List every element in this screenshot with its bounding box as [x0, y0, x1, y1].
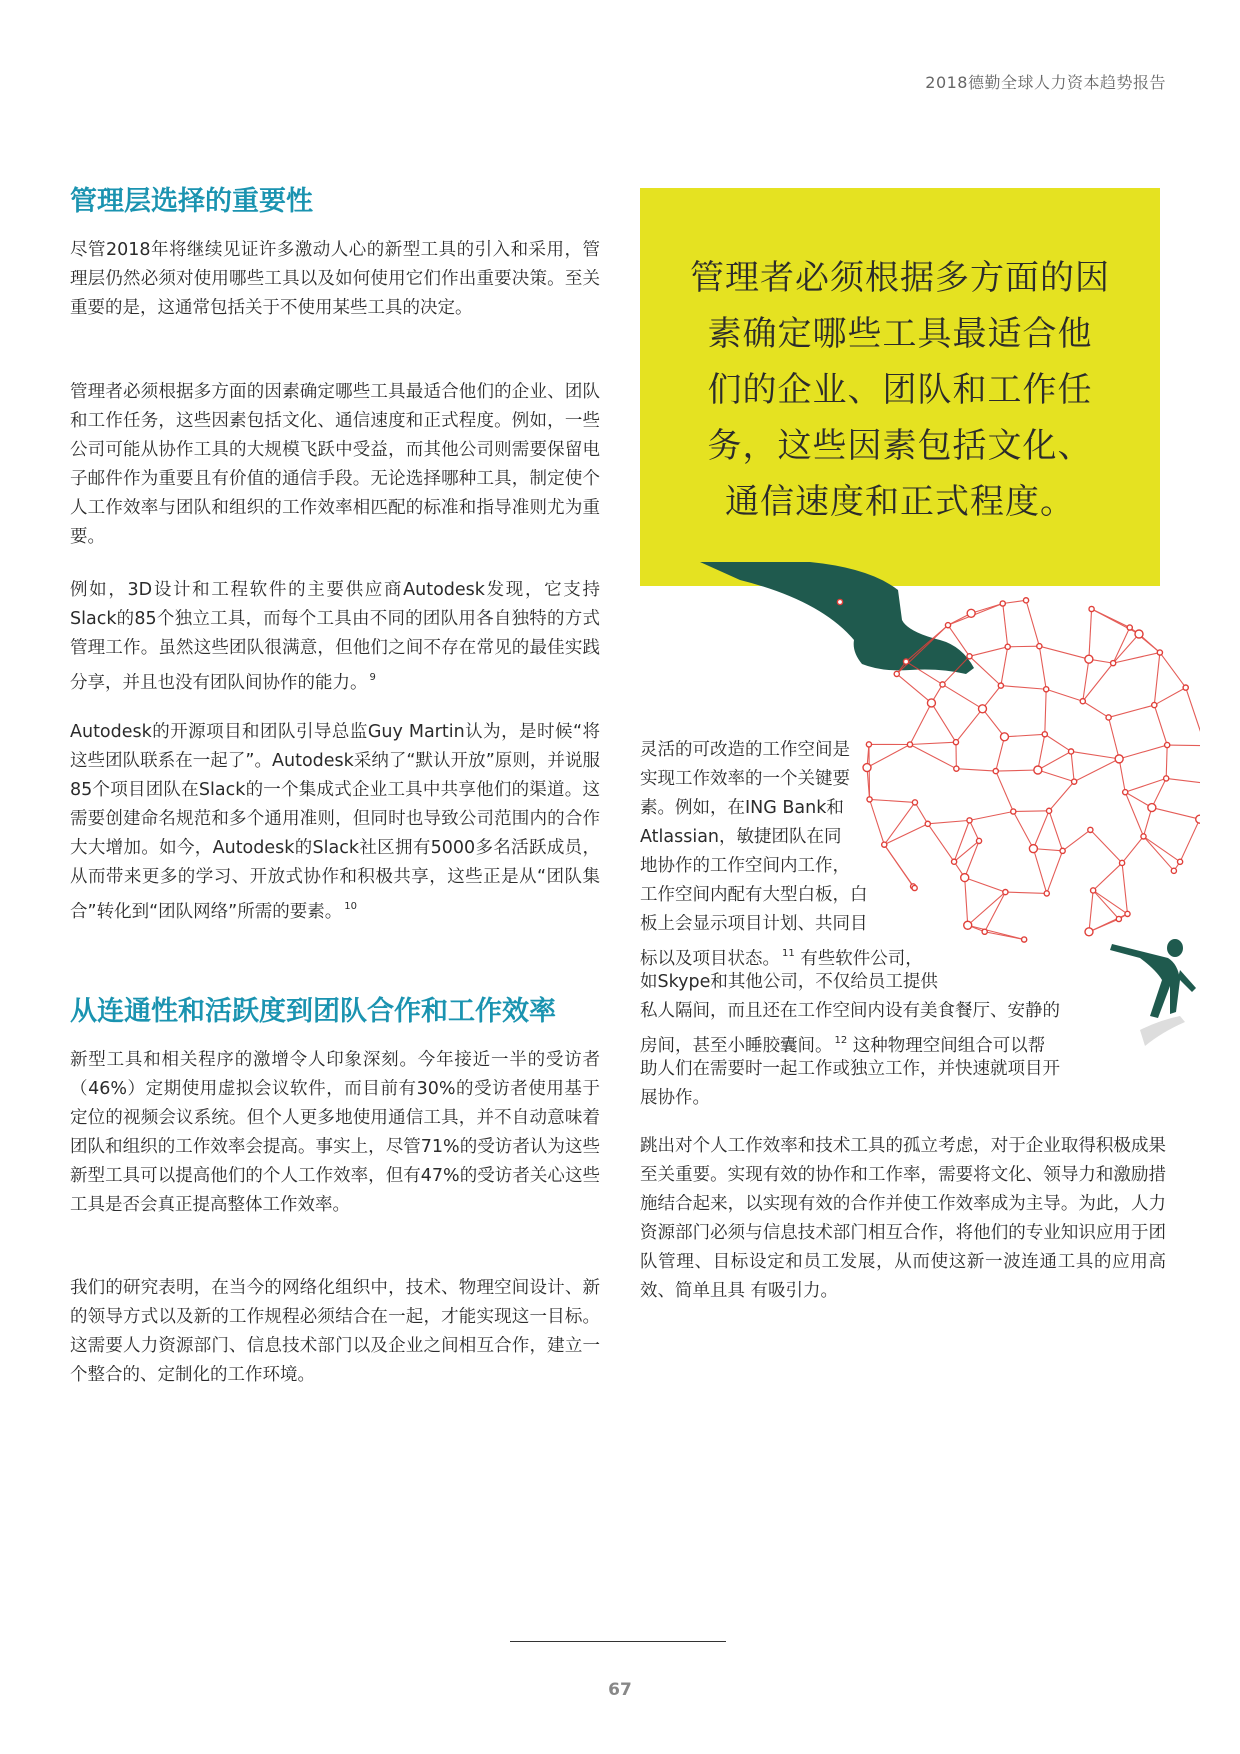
- paragraph: 我们的研究表明，在当今的网络化组织中，技术、物理空间设计、新的领导方式以及新的工作规程必须结合在一起，才能实现这一目标。这需要人力资源部门、信息技术部门以及企业之间相互合作，建立一个整合的、定制化的工作环境。: [70, 1278, 600, 1385]
- pull-quote-line: 管理者必须根据多方面的因: [690, 258, 1110, 298]
- network-link: [1154, 653, 1160, 706]
- wrap-line-text: 有些软件公司，: [794, 949, 923, 969]
- network-node: [1060, 848, 1065, 853]
- network-node: [1171, 868, 1176, 873]
- network-node: [1088, 827, 1093, 832]
- network-node: [1196, 815, 1200, 823]
- network-node: [1091, 888, 1096, 893]
- network-node: [1011, 809, 1016, 814]
- network-node: [998, 683, 1003, 688]
- network-node: [993, 768, 998, 773]
- network-link: [1013, 811, 1049, 812]
- paragraph-text: 例如，3D设计和工程软件的主要供应商Autodesk发现，它支持Slack的85个独立工具，而每个工具由不同的团队用各自独特的方式管理工作。虽然这些团队很满意，但他们之间不存在常见的最佳实践分享，并且也没有团队间协作的能力。: [70, 580, 600, 693]
- network-link: [985, 892, 1006, 932]
- network-link: [1166, 778, 1200, 783]
- network-link: [1046, 689, 1083, 701]
- paragraph: [70, 576, 600, 698]
- paragraph: 新型工具和相关程序的激增令人印象深刻。今年接近一半的受访者（46%）定期使用虚拟会议软件，而目前有30%的受访者使用基于定位的视频会议系统。但个人更多地使用通信工具，并不自动意味着团队和组织的工作效率会提高。事实上，尽管71%的受访者认为这些新型工具可以提高他们的个人工作效率，但有47%的受访者关心这些工具是否会真正提高整体工作效率。: [70, 1050, 600, 1215]
- network-node: [1034, 766, 1042, 774]
- network-node: [903, 659, 908, 664]
- pull-quote-line: 通信速度和正式程度。: [725, 482, 1075, 522]
- network-link: [1093, 890, 1127, 913]
- network-node: [925, 821, 930, 826]
- network-link: [982, 709, 1004, 737]
- wrap-line: Atlassian，敏捷团队在同: [640, 827, 842, 847]
- network-link: [996, 771, 1014, 811]
- network-node: [1164, 776, 1169, 781]
- network-link: [956, 709, 983, 742]
- network-link: [1039, 646, 1046, 689]
- network-link: [1003, 600, 1026, 603]
- network-link: [1090, 830, 1122, 863]
- network-link: [915, 802, 928, 823]
- network-node: [1022, 937, 1027, 942]
- network-link: [1144, 836, 1181, 861]
- wrap-line: 板上会显示项目计划、共同目: [640, 914, 868, 934]
- running-header: 2018德勤全球人力资本趋势报告: [925, 73, 1166, 92]
- network-link: [1089, 609, 1092, 659]
- network-link: [1038, 751, 1071, 770]
- network-link: [1119, 759, 1125, 792]
- wrap-line: 地协作的工作空间内工作，: [640, 856, 850, 876]
- network-link: [884, 824, 928, 845]
- pull-quote-line: 务，这些因素包括文化、: [707, 426, 1093, 466]
- network-node: [1125, 911, 1130, 916]
- network-link: [968, 892, 1006, 925]
- network-node: [1085, 655, 1093, 663]
- network-link: [1038, 734, 1045, 770]
- network-link: [1003, 603, 1008, 646]
- network-link: [970, 820, 980, 841]
- network-node: [1044, 891, 1049, 896]
- wrap-line: 素。例如，在ING Bank和: [640, 798, 844, 818]
- network-link: [1154, 688, 1185, 705]
- network-link: [996, 737, 1005, 771]
- network-node: [1177, 859, 1182, 864]
- network-link: [943, 684, 983, 708]
- wrap-line-text: 房间，甚至小睡胶囊间。: [640, 1036, 833, 1056]
- network-link: [1008, 646, 1040, 647]
- network-link: [1071, 751, 1074, 781]
- network-node: [954, 766, 959, 771]
- wrap-line: 助人们在需要时一起工作或独立工作，并快速就项目开: [640, 1059, 1060, 1079]
- network-node: [1068, 749, 1073, 754]
- section-title-management-choice: 管理层选择的重要性: [70, 186, 313, 217]
- network-link: [971, 603, 1003, 613]
- network-link: [1122, 863, 1127, 914]
- wrap-line: 私人隔间，而且还在工作空间内设有美食餐厅、安静的: [640, 1001, 1060, 1021]
- network-node: [1127, 625, 1132, 630]
- network-link: [1160, 653, 1186, 688]
- network-link: [968, 925, 1024, 939]
- network-link: [956, 769, 995, 771]
- network-node: [907, 742, 912, 747]
- network-link: [1045, 734, 1071, 751]
- network-link: [1125, 792, 1143, 836]
- network-link: [1092, 609, 1139, 634]
- paragraph: [70, 718, 600, 927]
- network-node: [1119, 860, 1124, 865]
- wrap-line-text: 这种物理空间组合可以帮: [847, 1036, 1046, 1056]
- network-link: [1033, 849, 1046, 894]
- network-link: [910, 745, 956, 769]
- wrap-line-text: 标以及项目状态。: [640, 949, 780, 969]
- network-link: [928, 824, 954, 862]
- network-link: [1039, 646, 1089, 659]
- network-node: [1148, 804, 1156, 812]
- network-link: [1089, 919, 1119, 932]
- network-link: [1083, 701, 1109, 717]
- network-link: [1154, 705, 1167, 745]
- network-link: [965, 878, 968, 926]
- network-link: [910, 742, 956, 744]
- wrap-line: 工作空间内配有大型白板，白: [640, 885, 868, 905]
- network-node: [1029, 845, 1037, 853]
- network-node: [1000, 601, 1005, 606]
- wrap-line: 展协作。: [640, 1088, 710, 1108]
- network-link: [1005, 892, 1046, 893]
- wrap-line: 灵活的可改造的工作空间是: [640, 740, 850, 760]
- network-link: [1001, 647, 1008, 686]
- footnote-ref: 10: [344, 901, 357, 912]
- network-link: [1113, 634, 1139, 663]
- network-link: [1109, 717, 1120, 758]
- network-node: [1183, 685, 1188, 690]
- network-node: [1005, 644, 1010, 649]
- network-link: [1109, 705, 1155, 717]
- network-node: [967, 609, 975, 617]
- network-node: [976, 838, 981, 843]
- section-title-connectivity: 从连通性和活跃度到团队合作和工作效率: [70, 996, 556, 1027]
- network-node: [1135, 630, 1143, 638]
- network-link: [1049, 811, 1063, 851]
- network-node: [967, 818, 972, 823]
- paragraph: 管理者必须根据多方面的因素确定哪些工具最适合他们的企业、团队和工作任务，这些因素包括文化、通信速度和正式程度。例如，一些公司可能从协作工具的大规模飞跃中受益，而其他公司则需要保留电子邮件作为重要且有价值的通信手段。无论选择哪种工具，制定使个人工作效率与团队和组织的工作效率相匹配的标准和指导准则尤为重要。: [70, 382, 600, 547]
- network-node: [1165, 742, 1170, 747]
- wrap-line: 如Skype和其他公司，不仅给员工提供: [640, 972, 938, 992]
- pointing-hand-icon: [700, 562, 974, 674]
- pull-quote: [660, 250, 1140, 530]
- network-link: [1113, 628, 1130, 664]
- network-link: [1122, 836, 1143, 863]
- network-node: [1141, 834, 1146, 839]
- network-node: [1157, 650, 1162, 655]
- network-node: [1080, 699, 1085, 704]
- network-link: [897, 674, 932, 703]
- network-link: [1074, 759, 1119, 782]
- network-node: [1123, 790, 1128, 795]
- network-link: [1093, 863, 1122, 890]
- network-node: [978, 705, 986, 713]
- network-link: [1038, 770, 1074, 782]
- network-node: [1152, 702, 1157, 707]
- network-node: [1046, 808, 1051, 813]
- network-node: [953, 740, 958, 745]
- network-node: [1037, 644, 1042, 649]
- network-node: [1000, 733, 1008, 741]
- network-link: [1026, 600, 1039, 646]
- network-link: [1013, 812, 1033, 849]
- network-link: [1045, 689, 1046, 734]
- network-node: [912, 800, 917, 805]
- network-link: [1166, 745, 1167, 778]
- network-node: [1003, 889, 1008, 894]
- network-link: [1071, 751, 1119, 758]
- footnote-ref: 11: [782, 948, 795, 959]
- network-link: [1001, 686, 1046, 690]
- footer-rule: [510, 1641, 726, 1642]
- network-link: [1004, 734, 1044, 737]
- network-node: [927, 699, 935, 707]
- network-link: [1113, 653, 1160, 664]
- network-link: [1152, 808, 1200, 820]
- network-node: [1085, 928, 1093, 936]
- footnote-ref: 9: [369, 672, 376, 683]
- network-link: [931, 703, 956, 742]
- pull-quote-line: 素确定哪些工具最适合他: [707, 314, 1093, 354]
- network-node: [894, 671, 899, 676]
- network-link: [1063, 830, 1091, 851]
- footnote-ref: 12: [834, 1035, 848, 1046]
- network-link: [1049, 782, 1074, 811]
- network-node: [1072, 779, 1077, 784]
- network-node: [1023, 598, 1028, 603]
- paragraph-text: Autodesk的开源项目和团队引导总监Guy Martin认为，是时候“将这些团队联系在一起了”。Autodesk采纳了“默认开放”原则，并说服85个项目团队在Slack的一个集成式企业工具中共享他们的渠道。这需要创建命名规范和多个通用准则，但同时也导致公司范围内的合作大大增加。如今，Autodesk的Slack社区拥有5000多名活跃成员，从而带来更多的学习、开放式协作和积极共享，这些正是从“团队集合”转化到“团队网络”所需的要素。: [70, 722, 600, 922]
- network-link: [1119, 745, 1167, 759]
- network-link: [970, 647, 1008, 656]
- network-node: [964, 921, 972, 929]
- wrap-line: 实现工作效率的一个关键要: [640, 769, 850, 789]
- network-node: [967, 654, 972, 659]
- network-node: [945, 623, 950, 628]
- network-link: [1033, 811, 1049, 849]
- pull-quote-line: 们的企业、团队和工作任: [707, 370, 1093, 410]
- network-link: [928, 820, 970, 823]
- network-node: [1042, 732, 1047, 737]
- network-link: [910, 703, 931, 745]
- network-link: [1144, 836, 1174, 870]
- network-node: [982, 929, 987, 934]
- network-node: [940, 682, 945, 687]
- network-link: [970, 656, 1001, 685]
- network-link: [1167, 745, 1200, 746]
- network-node: [1089, 606, 1094, 611]
- network-link: [1047, 851, 1063, 894]
- network-link: [1186, 688, 1200, 746]
- page-number: 67: [608, 1680, 632, 1700]
- network-node: [1116, 916, 1121, 921]
- network-node: [961, 874, 969, 882]
- network-node: [951, 859, 956, 864]
- network-link: [965, 878, 1006, 892]
- paragraph: 尽管2018年将继续见证许多激动人心的新型工具的引入和采用，管理层仍然必须对使用哪些工具以及如何使用它们作出重要决策。至关重要的是，这通常包括关于不使用某些工具的决定。: [70, 240, 600, 318]
- network-node: [1115, 755, 1123, 763]
- network-node: [1111, 661, 1116, 666]
- paragraph: 跳出对个人工作效率和技术工具的孤立考虑，对于企业取得积极成果至关重要。实现有效的协作和工作率，需要将文化、领导力和激励措施结合起来，以实现有效的合作并使工作效率成为主导。为此，人力资源部门必须与信息技术部门相互合作，将他们的专业知识应用于团队管理、目标设定和员工发展，从而使这新一波连通工具的应用高效、简单且具 有吸引力。: [640, 1136, 1166, 1301]
- network-link: [1180, 819, 1200, 862]
- network-link: [970, 812, 1014, 821]
- network-link: [1089, 890, 1093, 931]
- network-node: [1106, 715, 1111, 720]
- network-node: [912, 885, 917, 890]
- network-node: [1044, 687, 1049, 692]
- network-node: [837, 599, 842, 604]
- network-link: [996, 770, 1038, 771]
